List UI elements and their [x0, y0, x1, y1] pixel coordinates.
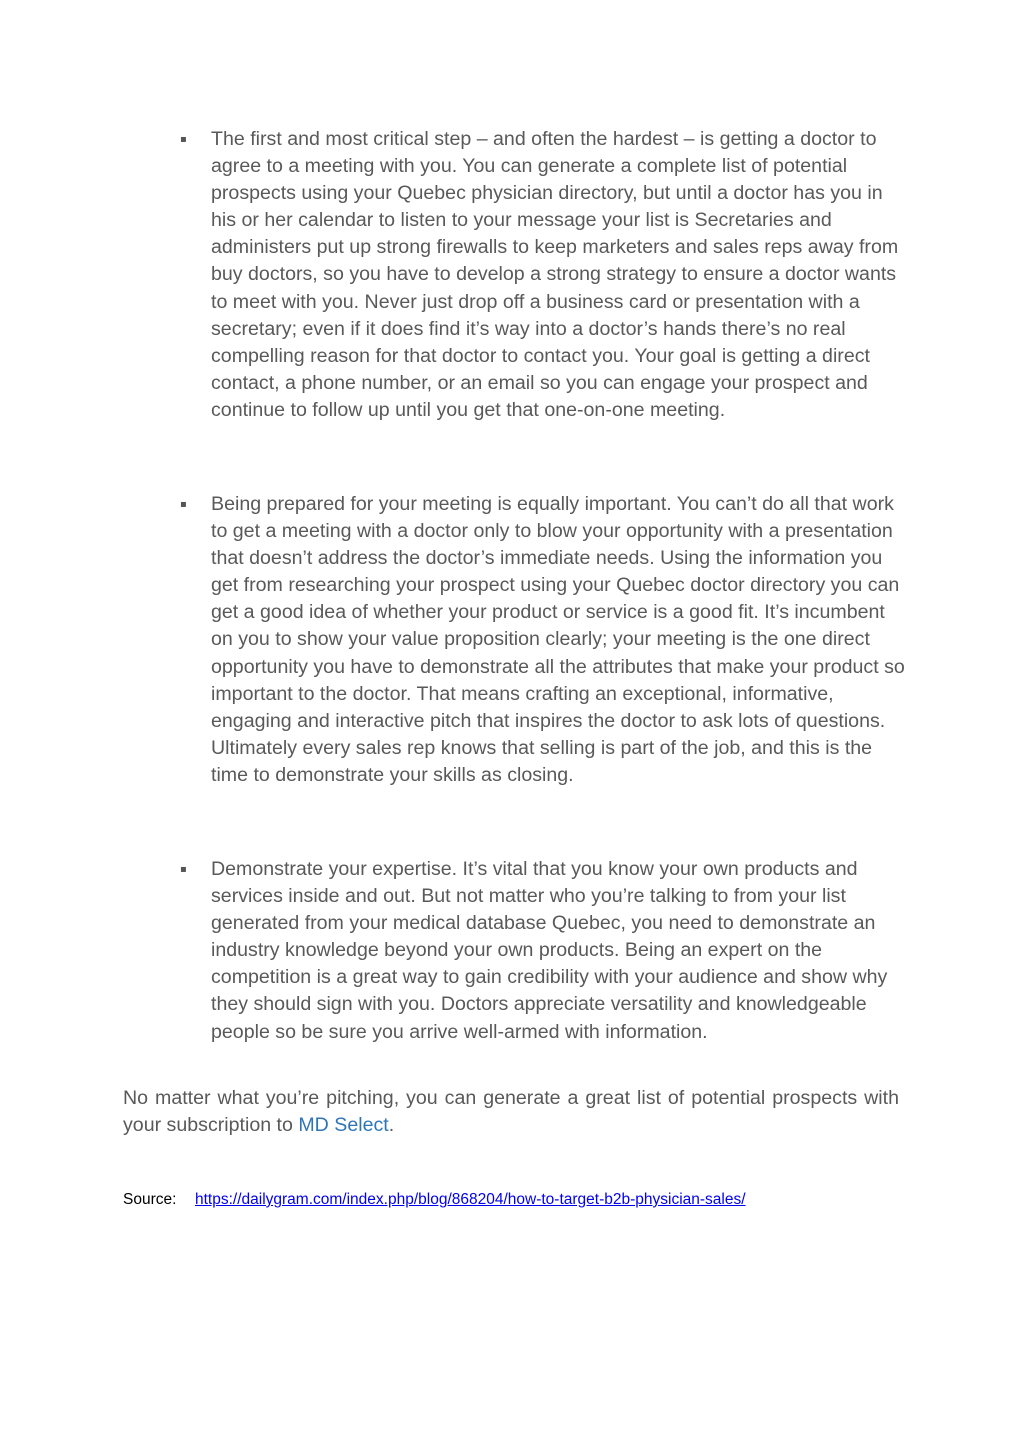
bullet-marker: ▪	[180, 864, 187, 875]
source-line	[123, 1188, 746, 1212]
bullet-text: The first and most critical step – and often the hardest – is getting a doctor to agree to a meeting with you. You can generate a complete list of potential prospects using your Quebec physician directory, but until a doctor has you in his or her calendar to listen to your message your list is Secretaries and administers put up strong firewalls to keep marketers and sales reps away from buy doctors, so you have to develop a strong strategy to ensure a doctor wants to meet with you. Never just drop off a business card or presentation with a secretary; even if it does find it’s way into a doctor’s hands there’s no real compelling reason for that doctor to contact you. Your goal is getting a direct contact, a phone number, or an email so you can engage your prospect and continue to follow up until you get that one-on-one meeting.	[211, 128, 899, 421]
source-link[interactable]: https://dailygram.com/index.php/blog/868204/how-to-target-b2b-physician-sales/	[195, 1191, 746, 1208]
closing-paragraph	[123, 1085, 899, 1139]
bullet-text: Demonstrate your expertise. It’s vital that you know your own products and services inside and out. But not matter who you’re talking to from your list generated from your medical database Quebec, you need to demonstrate an industry knowledge beyond your own products. Being an expert on the competition is a great way to gain credibility with your audience and show why they should sign with you. Doctors appreciate versatility and knowledgeable people so be sure you arrive well-armed with information.	[211, 858, 888, 1043]
bullet-marker: ▪	[180, 499, 187, 510]
closing-text: No matter what you’re pitching, you can generate a great list of potential prospects with your subscription to	[123, 1087, 899, 1137]
bullet-text: Being prepared for your meeting is equally important. You can’t do all that work to get a meeting with a doctor only to blow your opportunity with a presentation that doesn’t address the doctor’s immediate needs. Using the information you get from researching your prospect using your Quebec doctor directory you can get a good idea of whether your product or service is a good fit. It’s incumbent on you to show your value proposition clearly; your meeting is the one direct opportunity you have to demonstrate all the attributes that make your product so important to the doctor. That means crafting an exceptional, informative, engaging and interactive pitch that inspires the doctor to ask lots of questions. Ultimately every sales rep knows that selling is part of the job, and this is the time to demonstrate your skills as closing.	[211, 493, 905, 786]
bullet-marker: ▪	[180, 134, 187, 145]
closing-period: .	[388, 1114, 395, 1137]
source-label: Source:	[123, 1191, 177, 1208]
md-select-link[interactable]: MD Select	[298, 1114, 389, 1137]
